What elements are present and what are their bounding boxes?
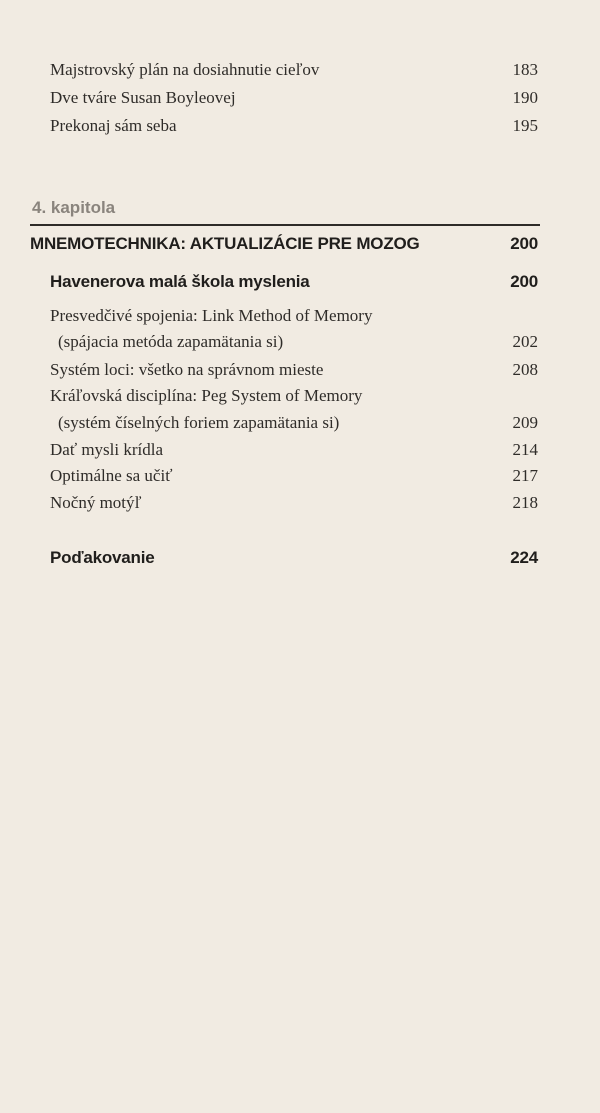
toc-entry	[0, 88, 600, 114]
section-page: 200	[510, 272, 538, 291]
toc-entry-title: Prekonaj sám seba	[50, 116, 177, 135]
toc-entry-title: Dve tváre Susan Boyleovej	[50, 88, 236, 107]
toc-entry-continuation	[0, 413, 600, 439]
toc-entry	[0, 116, 600, 142]
section-heading	[0, 272, 600, 298]
toc-entry-continuation	[0, 332, 600, 358]
toc-entry-title: Presvedčivé spojenia: Link Method of Memory	[50, 306, 373, 325]
toc-entry-title: Dať mysli krídla	[50, 440, 164, 459]
toc-entry-title: Kráľovská disciplína: Peg System of Memory	[50, 386, 363, 405]
toc-entry-page: 190	[512, 88, 538, 107]
toc-entry-page: 208	[512, 360, 538, 379]
toc-entry-page: 183	[512, 60, 538, 79]
chapter-label: 4. kapitola	[32, 198, 116, 217]
toc-entry	[0, 493, 600, 519]
section-title: Havenerova malá škola myslenia	[50, 272, 310, 291]
toc-entry-title: Optimálne sa učiť	[50, 466, 173, 485]
toc-entry	[0, 306, 600, 332]
toc-entry-title: Nočný motýľ	[50, 493, 142, 512]
acknowledgements-title: Poďakovanie	[50, 548, 155, 567]
toc-entry-title: Systém loci: všetko na správnom mieste	[50, 360, 324, 379]
toc-entry-page: 202	[512, 332, 538, 351]
toc-entry-page: 195	[512, 116, 538, 135]
acknowledgements-heading	[0, 548, 600, 574]
toc-entry-page: 217	[512, 466, 538, 485]
toc-entry	[0, 60, 600, 86]
chapter-heading	[0, 234, 600, 260]
toc-entry-title: Majstrovský plán na dosiahnutie cieľov	[50, 60, 320, 79]
toc-entry-page: 209	[512, 413, 538, 432]
toc-entry	[0, 466, 600, 492]
toc-entry-subtitle: (spájacia metóda zapamätania si)	[58, 332, 284, 351]
chapter-title: MNEMOTECHNIKA: AKTUALIZÁCIE PRE MOZOG	[30, 234, 420, 253]
toc-entry	[0, 440, 600, 466]
toc-entry	[0, 386, 600, 412]
toc-entry	[0, 360, 600, 386]
acknowledgements-page: 224	[510, 548, 538, 567]
toc-entry-page: 218	[512, 493, 538, 512]
toc-entry-subtitle: (systém číselných foriem zapamätania si)	[58, 413, 340, 432]
chapter-page: 200	[510, 234, 538, 253]
chapter-divider	[30, 224, 540, 226]
toc-entry-page: 214	[512, 440, 538, 459]
